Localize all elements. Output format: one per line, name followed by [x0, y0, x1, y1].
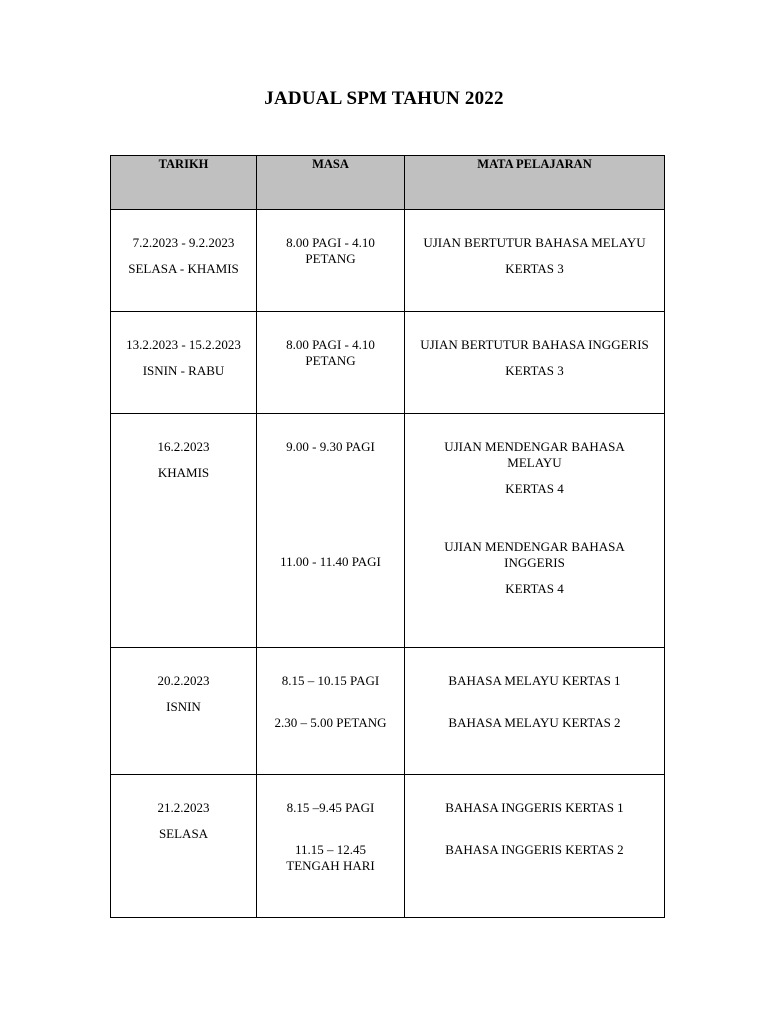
exam-subject-cont: MELAYU [507, 455, 562, 470]
exam-time: 2.30 – 5.00 PETANG [274, 715, 387, 730]
tarikh-cell [111, 648, 257, 775]
header-masa: MASA [257, 156, 405, 210]
mata-pelajaran-cell [405, 312, 665, 414]
exam-paper: KERTAS 3 [505, 363, 564, 378]
table-row [111, 648, 665, 775]
exam-day: ISNIN [166, 699, 201, 714]
masa-cell [257, 414, 405, 648]
mata-pelajaran-cell [405, 414, 665, 648]
page-title: JADUAL SPM TAHUN 2022 [264, 88, 504, 109]
header-tarikh: TARIKH [111, 156, 257, 210]
exam-day: KHAMIS [157, 465, 210, 480]
masa-cell [257, 775, 405, 918]
exam-time-cont: PETANG [305, 251, 356, 266]
exam-day: ISNIN - RABU [142, 363, 225, 378]
masa-cell [257, 648, 405, 775]
table-row [111, 414, 665, 648]
exam-schedule-table [110, 155, 665, 918]
exam-date: 21.2.2023 [157, 800, 210, 815]
exam-time: 8.15 –9.45 PAGI [286, 800, 375, 815]
tarikh-cell [111, 312, 257, 414]
tarikh-cell [111, 775, 257, 918]
mata-pelajaran-cell [405, 648, 665, 775]
exam-subject: BAHASA MELAYU KERTAS 2 [448, 715, 621, 730]
exam-day: SELASA - KHAMIS [128, 261, 239, 276]
table-row [111, 312, 665, 414]
table-row [111, 210, 665, 312]
exam-time: 11.00 - 11.40 PAGI [280, 554, 381, 569]
exam-date: 13.2.2023 - 15.2.2023 [126, 337, 241, 352]
exam-subject: UJIAN BERTUTUR BAHASA MELAYU [423, 235, 646, 250]
exam-paper: KERTAS 3 [505, 261, 564, 276]
exam-subject: BAHASA MELAYU KERTAS 1 [448, 673, 621, 688]
exam-time: 11.15 – 12.45 [294, 842, 367, 857]
exam-subject: UJIAN MENDENGAR BAHASA [444, 539, 625, 554]
exam-date: 7.2.2023 - 9.2.2023 [132, 235, 235, 250]
masa-cell [257, 312, 405, 414]
exam-subject: UJIAN BERTUTUR BAHASA INGGERIS [420, 337, 649, 352]
exam-time-cont: TENGAH HARI [286, 858, 375, 873]
exam-subject-cont: INGGERIS [504, 555, 565, 570]
table-row [111, 775, 665, 918]
header-mata-pelajaran: MATA PELAJARAN [405, 156, 665, 210]
exam-subject: UJIAN MENDENGAR BAHASA [444, 439, 625, 454]
exam-subject: BAHASA INGGERIS KERTAS 2 [445, 842, 624, 857]
table-header-row [111, 156, 665, 210]
exam-time: 9.00 - 9.30 PAGI [286, 439, 375, 454]
exam-time-cont: PETANG [305, 353, 356, 368]
exam-subject: BAHASA INGGERIS KERTAS 1 [445, 800, 624, 815]
exam-date: 20.2.2023 [157, 673, 210, 688]
mata-pelajaran-cell [405, 210, 665, 312]
exam-time: 8.00 PAGI - 4.10 [286, 235, 375, 250]
exam-time: 8.00 PAGI - 4.10 [286, 337, 375, 352]
exam-paper: KERTAS 4 [505, 581, 564, 596]
exam-paper: KERTAS 4 [505, 481, 564, 496]
exam-day: SELASA [158, 826, 209, 841]
tarikh-cell [111, 414, 257, 648]
exam-time: 8.15 – 10.15 PAGI [281, 673, 380, 688]
tarikh-cell [111, 210, 257, 312]
masa-cell [257, 210, 405, 312]
exam-date: 16.2.2023 [157, 439, 210, 454]
mata-pelajaran-cell [405, 775, 665, 918]
